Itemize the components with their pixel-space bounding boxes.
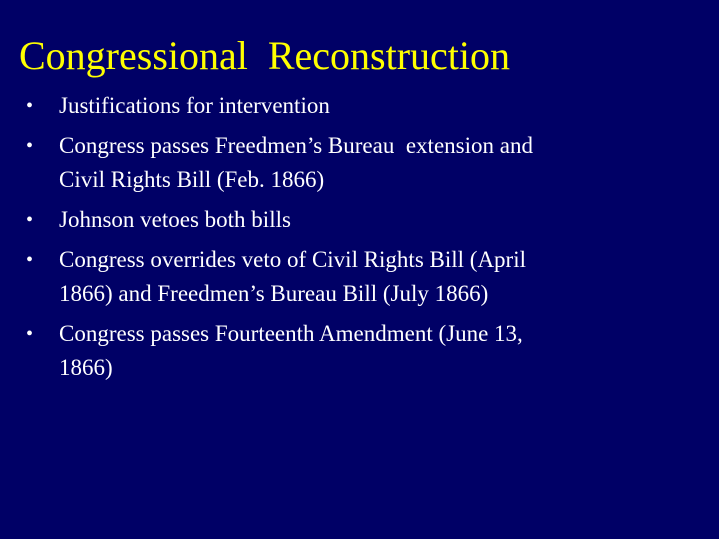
bullet-item	[26, 243, 686, 311]
bullet-text: Johnson vetoes both bills	[59, 207, 291, 232]
bullet-text: Justifications for intervention	[59, 93, 330, 118]
bullet-item	[26, 203, 686, 237]
bullet-item	[26, 129, 686, 197]
bullet-item	[26, 317, 686, 385]
bullet-icon: •	[26, 323, 34, 345]
bullet-text: Congress passes Fourteenth Amendment (June 13, 1866)	[59, 321, 523, 380]
bullet-icon: •	[26, 209, 34, 231]
bullet-icon: •	[26, 249, 34, 271]
bullet-icon: •	[26, 135, 34, 157]
bullet-text: Congress passes Freedmen’s Bureau extension and Civil Rights Bill (Feb. 1866)	[59, 133, 533, 192]
slide-title: Congressional Reconstruction	[19, 33, 511, 78]
bullet-text: Congress overrides veto of Civil Rights Bill (April 1866) and Freedmen’s Bureau Bill (July 1866)	[59, 247, 526, 306]
bullet-list	[26, 89, 686, 391]
bullet-item	[26, 89, 686, 123]
bullet-icon: •	[26, 95, 34, 117]
